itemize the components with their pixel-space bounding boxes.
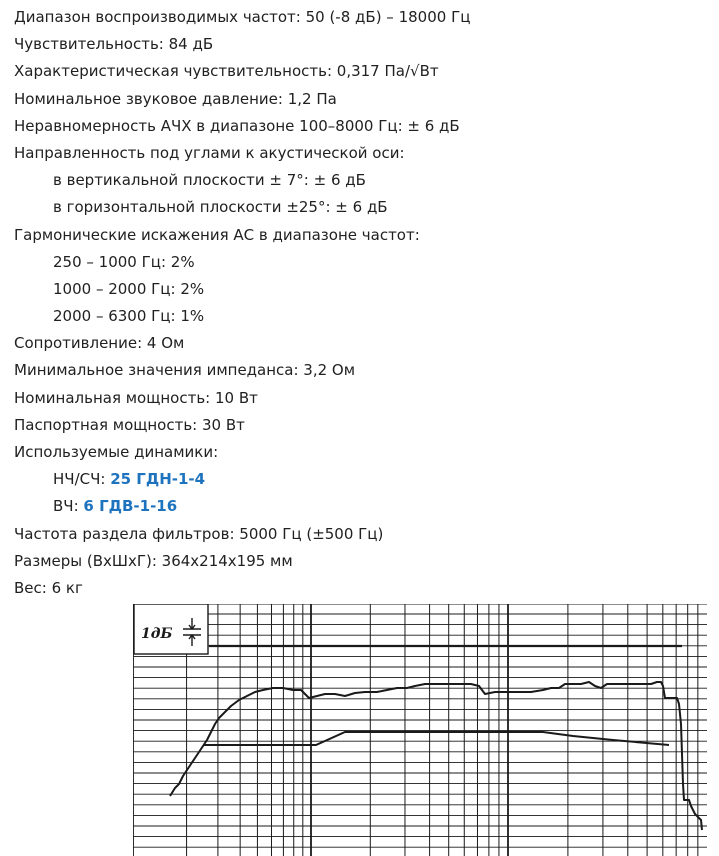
spec-sensitivity: Чувствительность: 84 дБ <box>14 35 214 54</box>
spec-directivity-title: Направленность под углами к акустической оси: <box>14 143 405 162</box>
spec-tweeter <box>14 493 704 520</box>
spec-nominal-power: Номинальная мощность: 10 Вт <box>14 388 258 407</box>
woofer-label: НЧ/СЧ: <box>53 470 111 489</box>
response-curve-secondary <box>203 732 669 745</box>
spec-weight: Вес: 6 кг <box>14 578 83 597</box>
spec-crossover: Частота раздела фильтров: 5000 Гц (±500 Гц) <box>14 524 384 543</box>
spec-distortion-1000-2000: 1000 – 2000 Гц: 2% <box>53 279 205 298</box>
woofer-link[interactable]: 25 ГДН-1-4 <box>110 470 206 489</box>
spec-drivers-title: Используемые динамики: <box>14 443 219 461</box>
spec-passport-power: Паспортная мощность: 30 Вт <box>14 415 245 434</box>
spec-directivity-horizontal: в горизонтальной плоскости ±25°: ± 6 дБ <box>53 198 388 217</box>
frequency-response-graph <box>133 604 707 856</box>
spec-distortion-title: Гармонические искажения АС в диапазоне частот: <box>14 225 420 244</box>
spec-frequency-range: Диапазон воспроизводимых частот: 50 (-8 дБ) – 18000 Гц <box>14 8 471 26</box>
grid-horizontal-lines <box>133 614 707 847</box>
spec-afc-unevenness: Неравномерность АЧХ в диапазоне 100–8000 Гц: ± 6 дБ <box>14 116 460 135</box>
tweeter-label: ВЧ: <box>53 497 84 516</box>
tweeter-link[interactable]: 6 ГДВ-1-16 <box>83 497 178 516</box>
spec-directivity-vertical: в вертикальной плоскости ± 7°: ± 6 дБ <box>53 171 366 190</box>
spec-woofer <box>14 466 704 493</box>
specifications-list <box>14 4 704 602</box>
spec-min-impedance: Минимальное значения импеданса: 3,2 Ом <box>14 361 356 380</box>
spec-nominal-pressure: Номинальное звуковое давление: 1,2 Па <box>14 89 337 108</box>
spec-distortion-250-1000: 250 – 1000 Гц: 2% <box>53 252 195 271</box>
response-curve-main <box>170 682 702 830</box>
spec-resistance: Сопротивление: 4 Ом <box>14 334 185 353</box>
spec-dimensions: Размеры (ВхШхГ): 364х214х195 мм <box>14 551 293 570</box>
scale-legend-label: 1дБ <box>141 626 173 642</box>
spec-characteristic-sensitivity: Характеристическая чувствительность: 0,317 Па/√Вт <box>14 62 439 81</box>
grid-vertical-lines <box>133 604 698 856</box>
frequency-response-chart <box>133 604 707 856</box>
spec-distortion-2000-6300: 2000 – 6300 Гц: 1% <box>53 307 205 326</box>
